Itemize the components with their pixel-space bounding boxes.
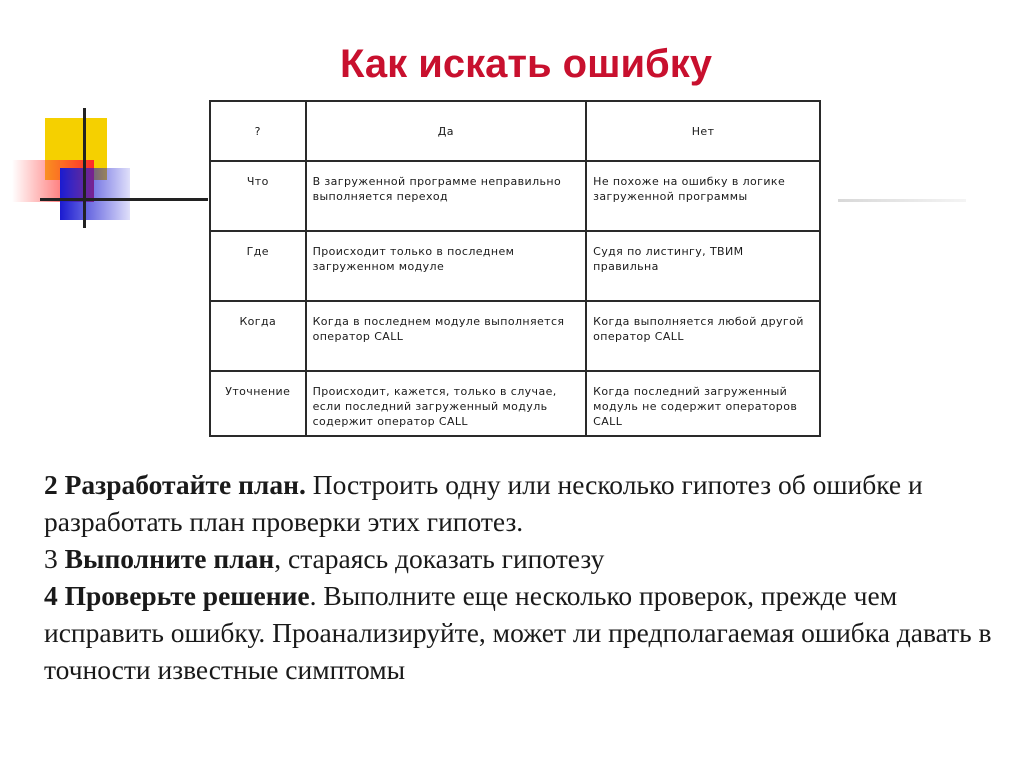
ornament-horizontal-line <box>40 198 208 201</box>
steps-text <box>44 466 1004 688</box>
slide-title: Как искать ошибку <box>340 42 713 86</box>
yes-cell: Происходит, кажется, только в случае, если последний загруженный модуль содержит оператор CALL <box>306 371 587 436</box>
table-header: Нет <box>586 101 820 161</box>
row-label: Где <box>210 231 306 301</box>
yes-cell: Когда в последнем модуле выполняется оператор CALL <box>306 301 587 371</box>
row-label: Уточнение <box>210 371 306 436</box>
ornament-blue-bar <box>60 168 130 220</box>
no-cell: Не похоже на ошибку в логике загруженной программы <box>586 161 820 231</box>
no-cell: Когда выполняется любой другой оператор CALL <box>586 301 820 371</box>
step-2-text: Построить одну или несколько гипотез об ошибке и разработать план проверки этих гипотез. <box>44 469 923 537</box>
table-header: Да <box>306 101 587 161</box>
row-label: Когда <box>210 301 306 371</box>
table-row <box>210 231 820 301</box>
step-3 <box>44 540 1004 577</box>
yes-cell: Происходит только в последнем загруженном модуле <box>306 231 587 301</box>
step-4-heading: 4 Проверьте решение <box>44 580 310 611</box>
no-cell: Когда последний загруженный модуль не содержит операторов CALL <box>586 371 820 436</box>
step-4 <box>44 577 1004 688</box>
step-4-text: . Выполните еще несколько проверок, прежде чем исправить ошибку. Проанализируйте, может ли предполагаемая ошибка давать в точности известные симптомы <box>44 580 992 685</box>
step-3-text: , стараясь доказать гипотезу <box>274 543 605 574</box>
step-3-prefix: 3 <box>44 543 65 574</box>
yes-cell: В загруженной программе неправильно выполняется переход <box>306 161 587 231</box>
step-3-heading: Выполните план <box>64 543 275 574</box>
table-row <box>210 301 820 371</box>
step-2 <box>44 466 1004 540</box>
table-header: ? <box>210 101 306 161</box>
table-row <box>210 161 820 231</box>
ornament-vertical-line <box>83 108 86 228</box>
row-label: Что <box>210 161 306 231</box>
table-header-row <box>210 101 820 161</box>
step-2-heading: 2 Разработайте план. <box>44 469 306 500</box>
ornament-right-line <box>838 199 966 202</box>
no-cell: Судя по листингу, ТВИМ правильна <box>586 231 820 301</box>
debug-table <box>209 100 821 437</box>
table-row <box>210 371 820 436</box>
